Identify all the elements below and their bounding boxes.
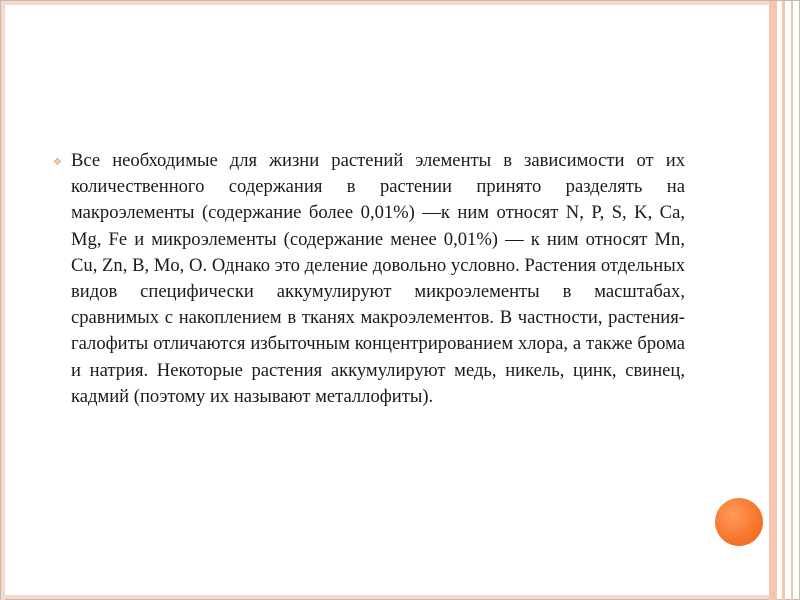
frame-top-border <box>1 1 771 5</box>
right-decor-stripe-wide <box>769 1 777 600</box>
frame-left-border <box>1 1 5 600</box>
diamond-bullet-icon: ❖ <box>53 157 62 168</box>
slide-body <box>53 148 685 410</box>
orange-circle-decoration <box>715 498 763 546</box>
bullet-text: Все необходимые для жизни растений элементы в зависимости от их количественного содержания в растении принято разделять на макроэлементы (содержание более 0,01%) —к ним относят N, P, S, K, Ca, Mg, Fe и микроэлементы (содержание менее 0,01%) — к ним относят Mn, Cu, Zn, B, Mo, O. Однако это деление довольно условно. Растения отдельных видов специфически аккумулируют микроэлементы в масштабах, сравнимых с накоплением в тканях макроэлементов. В частности, растения-галофиты отличаются избыточным концентрированием хлора, а также брома и натрия. Некоторые растения аккумулируют медь, никель, цинк, свинец, кадмий (поэтому их называют металлофиты). <box>71 150 685 407</box>
right-decor-stripe-mid <box>782 1 785 600</box>
bullet-item <box>53 148 685 410</box>
right-decor-stripe-thin <box>791 1 793 600</box>
frame-bottom-border <box>1 595 771 599</box>
